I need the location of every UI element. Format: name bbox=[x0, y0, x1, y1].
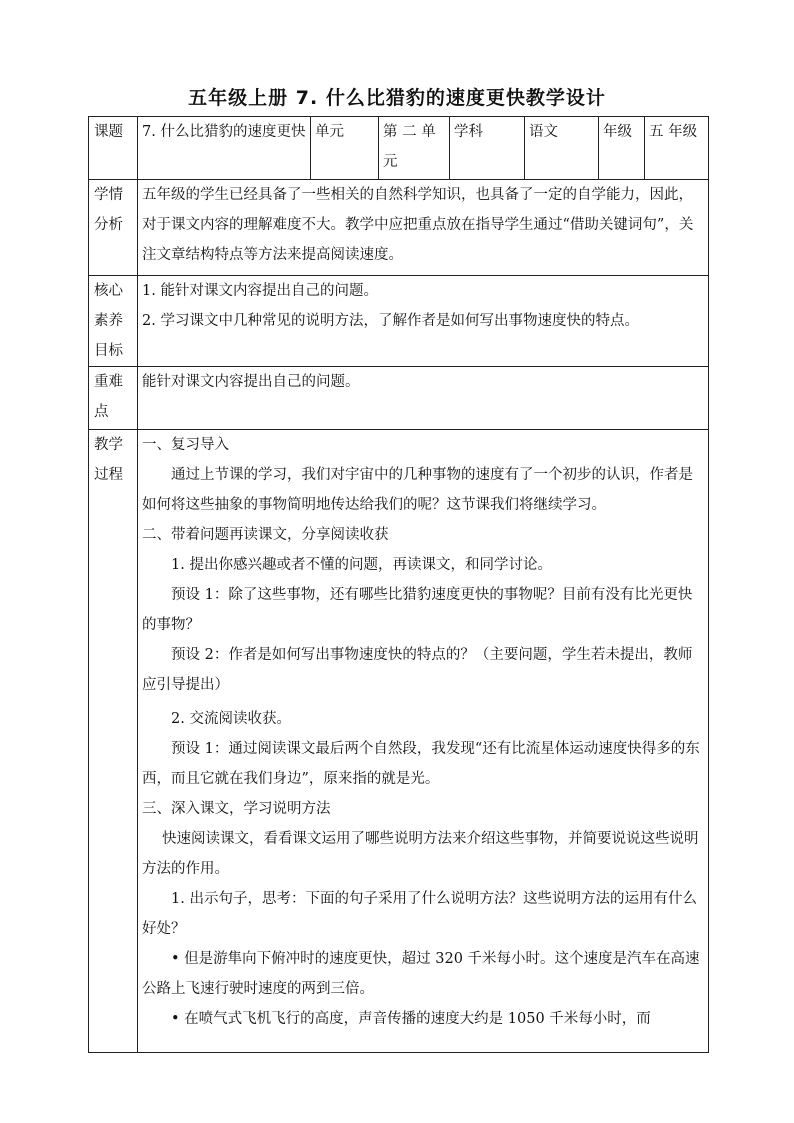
goals-label: 核心素养目标 bbox=[89, 276, 138, 367]
subject-label: 学科 bbox=[450, 117, 525, 180]
lesson-label: 课题 bbox=[89, 117, 138, 180]
lesson-plan-table bbox=[88, 116, 709, 1053]
process-paragraph: 预设 2：作者是如何写出事物速度快的特点的？（主要问题，学生若未提出，教师应引导提出） bbox=[142, 647, 693, 693]
process-row bbox=[89, 430, 709, 1053]
header-row bbox=[89, 117, 709, 180]
process-bullet: • 但是游隼向下俯冲时的速度更快，超过 320 千米每小时。这个速度是汽车在高速公路上飞速行驶时速度的两到三倍。 bbox=[142, 951, 700, 997]
goals-row bbox=[89, 276, 709, 367]
analysis-label: 学情分析 bbox=[89, 180, 138, 276]
subject-value: 语文 bbox=[525, 117, 599, 180]
process-paragraph: 1. 提出你感兴趣或者不懂的问题，再读课文，和同学讨论。 bbox=[171, 557, 552, 573]
process-paragraph: 预设 1：除了这些事物，还有哪些比猎豹速度更快的事物呢？目前有没有比光更快的事物？ bbox=[142, 587, 693, 633]
process-heading-2: 二、带着问题再读课文，分享阅读收获 bbox=[142, 527, 389, 543]
goal-item-2: 2. 学习课文中几种常见的说明方法，了解作者是如何写出事物速度快的特点。 bbox=[142, 313, 639, 329]
key-points-text: 能针对课文内容提出自己的问题。 bbox=[138, 367, 709, 430]
analysis-text: 五年级的学生已经具备了一些相关的自然科学知识，也具备了一定的自学能力，因此，对于课文内容的理解难度不大。教学中应把重点放在指导学生通过“借助关键词句”，关注文章结构特点等方法来提高阅读速度。 bbox=[138, 180, 709, 276]
unit-label: 单元 bbox=[311, 117, 379, 180]
process-paragraph: 预设 1：通过阅读课文最后两个自然段，我发现“还有比流星体运动速度快得多的东西，而且它就在我们身边”，原来指的就是光。 bbox=[142, 741, 700, 787]
analysis-row bbox=[89, 180, 709, 276]
process-bullet: • 在喷气式飞机飞行的高度，声音传播的速度大约是 1050 千米每小时，而 bbox=[171, 1011, 651, 1027]
key-points-label: 重难点 bbox=[89, 367, 138, 430]
grade-label: 年级 bbox=[599, 117, 645, 180]
process-paragraph: 快速阅读课文，看看课文运用了哪些说明方法来介绍这些事物，并简要说说这些说明方法的作用。 bbox=[142, 831, 699, 877]
unit-value: 第 二 单元 bbox=[379, 117, 450, 180]
process-label: 教学过程 bbox=[89, 430, 138, 1053]
goals-cell bbox=[138, 276, 709, 367]
process-paragraph: 通过上节课的学习，我们对宇宙中的几种事物的速度有了一个初步的认识，作者是如何将这些抽象的事物简明地传达给我们的呢？这节课我们将继续学习。 bbox=[142, 467, 693, 513]
grade-value: 五 年级 bbox=[645, 117, 709, 180]
process-paragraph: 1. 出示句子，思考：下面的句子采用了什么说明方法？这些说明方法的运用有什么好处？ bbox=[142, 891, 697, 937]
page-title: 五年级上册 7. 什么比猎豹的速度更快教学设计 bbox=[188, 87, 606, 109]
lesson-value: 7. 什么比猎豹的速度更快 bbox=[138, 117, 311, 180]
process-cell bbox=[138, 430, 709, 1053]
key-points-row bbox=[89, 367, 709, 430]
process-paragraph: 2. 交流阅读收获。 bbox=[171, 711, 291, 727]
process-heading-1: 一、复习导入 bbox=[142, 437, 229, 453]
process-heading-3: 三、深入课文，学习说明方法 bbox=[142, 801, 331, 817]
goal-item-1: 1. 能针对课文内容提出自己的问题。 bbox=[142, 283, 378, 299]
